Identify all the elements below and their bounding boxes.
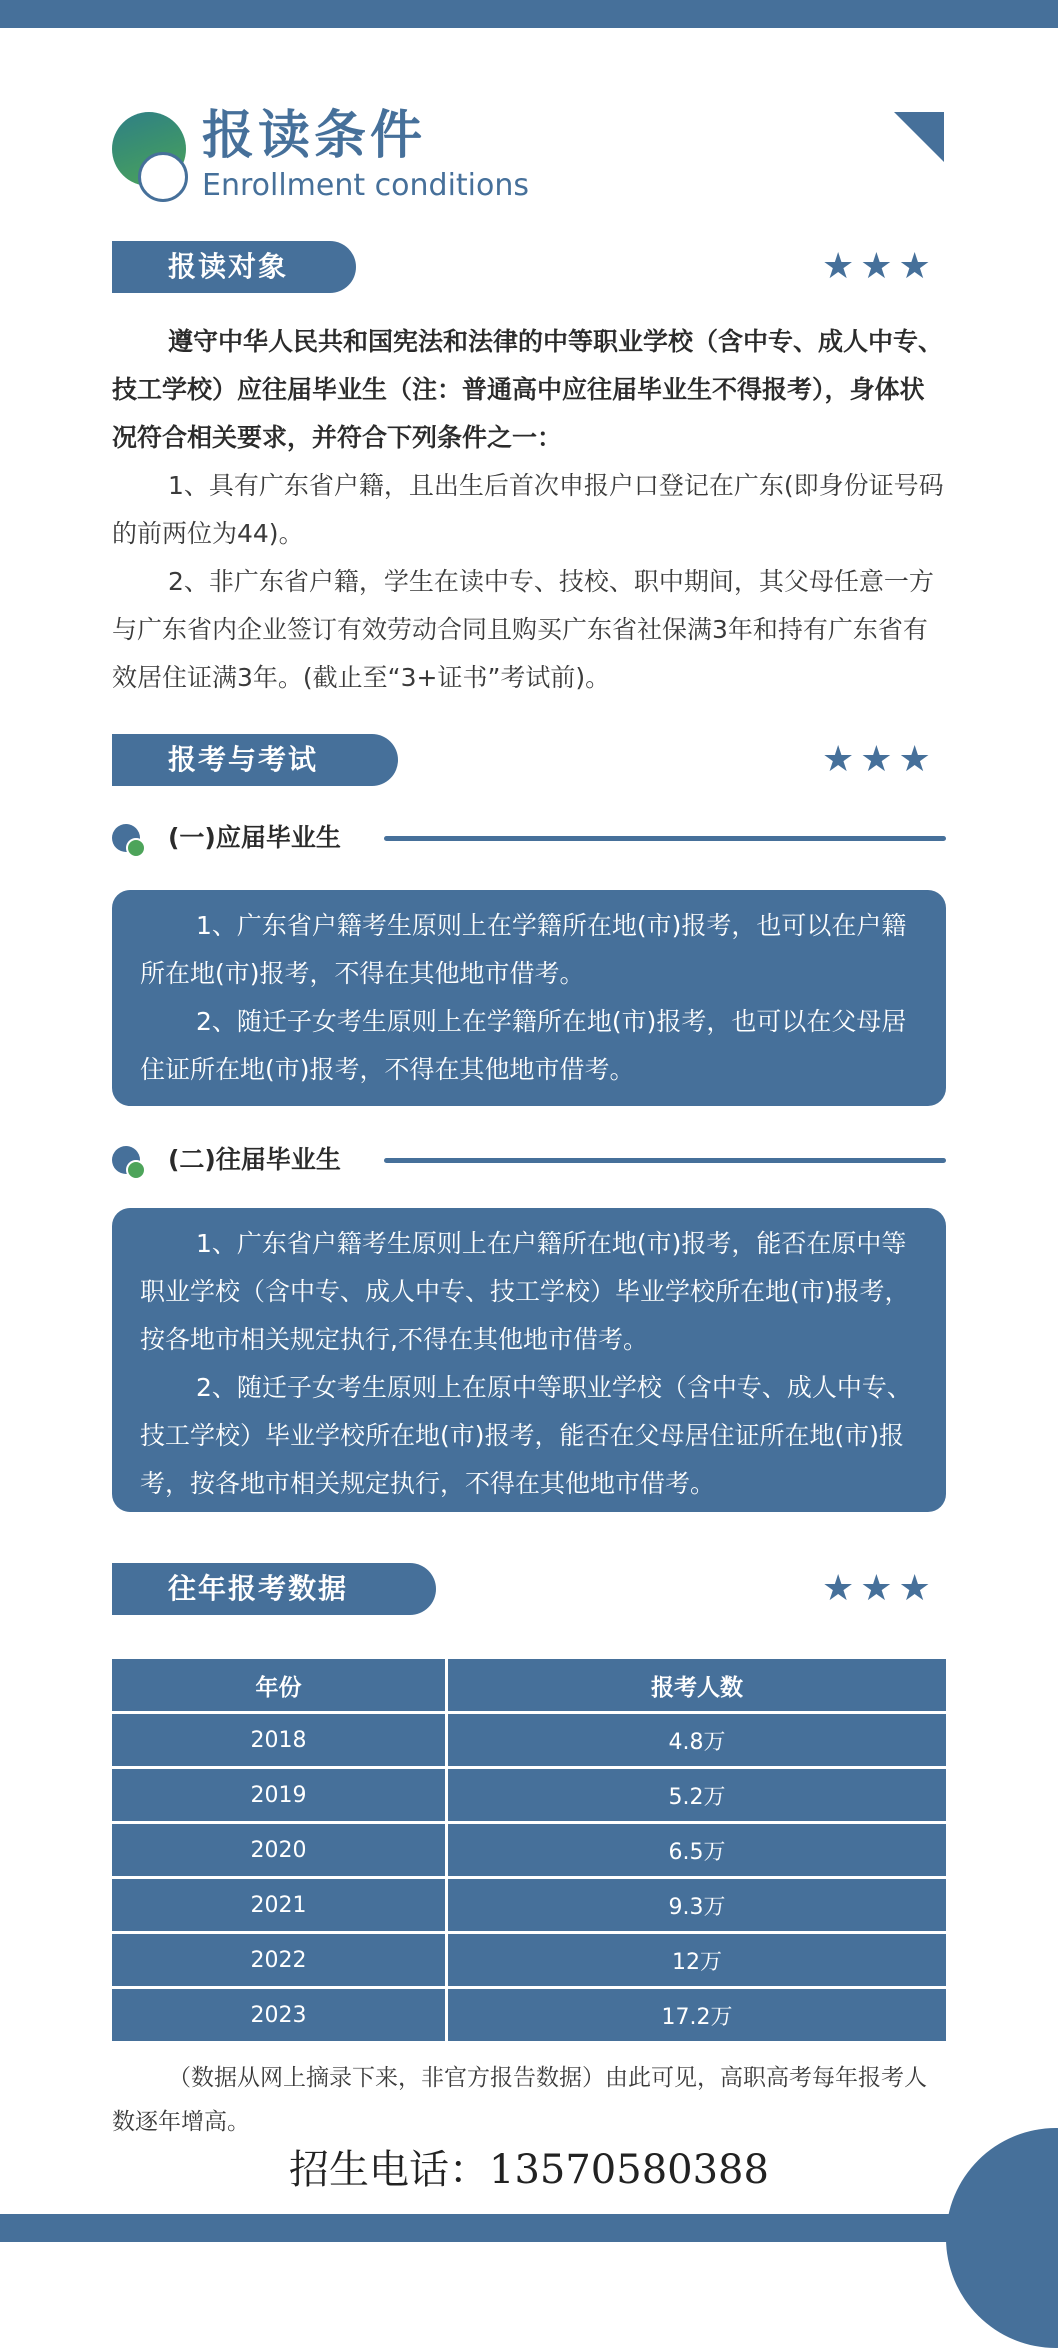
count-cell: 9.3万	[448, 1879, 946, 1931]
count-cell: 6.5万	[448, 1824, 946, 1876]
section-label-enrollment-target: 报读对象	[112, 241, 356, 293]
year-cell: 2020	[112, 1824, 448, 1876]
section-label-past-data: 往年报考数据	[112, 1563, 436, 1615]
condition-item-1: 1、具有广东省户籍，且出生后首次申报户口登记在广东(即身份证号码的前两位为44)。	[112, 471, 944, 548]
year-cell: 2018	[112, 1714, 448, 1766]
corner-triangle-decoration	[894, 112, 944, 162]
condition-item-2: 2、非广东省户籍，学生在读中专、技校、职中期间，其父母任意一方与广东省内企业签订有效劳动合同且购买广东省社保满3年和持有广东省有效居住证满3年。(截止至“3+证书”考试前)。	[112, 567, 934, 692]
count-cell: 5.2万	[448, 1769, 946, 1821]
section-label-registration: 报考与考试	[112, 734, 398, 786]
year-cell: 2022	[112, 1934, 448, 1986]
bottom-border-bar	[0, 2214, 1058, 2242]
outline-circle-icon	[138, 152, 188, 202]
admissions-phone: 招生电话：13570580388	[289, 2147, 769, 2193]
divider-line	[384, 836, 946, 841]
registration-data-table	[112, 1656, 946, 2044]
column-header-year: 年份	[112, 1659, 448, 1711]
table-header-row	[112, 1659, 946, 1711]
stars-icon: ★★★	[822, 1568, 937, 1609]
enrollment-target-text	[112, 318, 946, 702]
count-cell: 17.2万	[448, 1989, 946, 2041]
page-subtitle: Enrollment conditions	[202, 168, 529, 203]
data-note: （数据从网上摘录下来，非官方报告数据）由此可见，高职高考每年报考人数逐年增高。	[112, 2065, 927, 2135]
table-row	[112, 1824, 946, 1876]
past-graduates-box	[112, 1208, 946, 1512]
past-graduates-item-1: 1、广东省户籍考生原则上在户籍所在地(市)报考，能否在原中等职业学校（含中专、成人中专、技工学校）毕业学校所在地(市)报考，按各地市相关规定执行,不得在其他地市借考。	[140, 1229, 910, 1354]
current-graduates-box	[112, 890, 946, 1106]
stars-icon: ★★★	[822, 739, 937, 780]
year-cell: 2019	[112, 1769, 448, 1821]
stars-icon: ★★★	[822, 246, 937, 287]
year-cell: 2023	[112, 1989, 448, 2041]
subsection-label: (一)应届毕业生	[168, 823, 341, 852]
subsection-header-past-graduates	[112, 1142, 946, 1178]
table-row	[112, 1879, 946, 1931]
section-logo-icon	[112, 112, 192, 202]
bullet-green-dot-icon	[126, 1160, 146, 1180]
intro-paragraph: 遵守中华人民共和国宪法和法律的中等职业学校（含中专、成人中专、技工学校）应往届毕业生（注：普通高中应往届毕业生不得报考），身体状况符合相关要求，并符合下列条件之一：	[112, 327, 944, 452]
current-graduates-item-1: 1、广东省户籍考生原则上在学籍所在地(市)报考，也可以在户籍所在地(市)报考，不得在其他地市借考。	[140, 911, 907, 988]
count-cell: 12万	[448, 1934, 946, 1986]
current-graduates-item-2: 2、随迁子女考生原则上在学籍所在地(市)报考，也可以在父母居住证所在地(市)报考，不得在其他地市借考。	[140, 1007, 907, 1084]
subsection-header-current-graduates	[112, 820, 946, 856]
column-header-count: 报考人数	[448, 1659, 946, 1711]
bullet-green-dot-icon	[126, 838, 146, 858]
count-cell: 4.8万	[448, 1714, 946, 1766]
table-row	[112, 1769, 946, 1821]
top-border-bar	[0, 0, 1058, 28]
year-cell: 2021	[112, 1879, 448, 1931]
table-row	[112, 1934, 946, 1986]
page-title: 报读条件	[202, 106, 427, 166]
divider-line	[384, 1158, 946, 1163]
table-row	[112, 1714, 946, 1766]
past-graduates-item-2: 2、随迁子女考生原则上在原中等职业学校（含中专、成人中专、技工学校）毕业学校所在地(市)报考，能否在父母居住证所在地(市)报考，按各地市相关规定执行，不得在其他地市借考。	[140, 1373, 912, 1498]
subsection-label: (二)往届毕业生	[168, 1145, 341, 1174]
table-row	[112, 1989, 946, 2041]
